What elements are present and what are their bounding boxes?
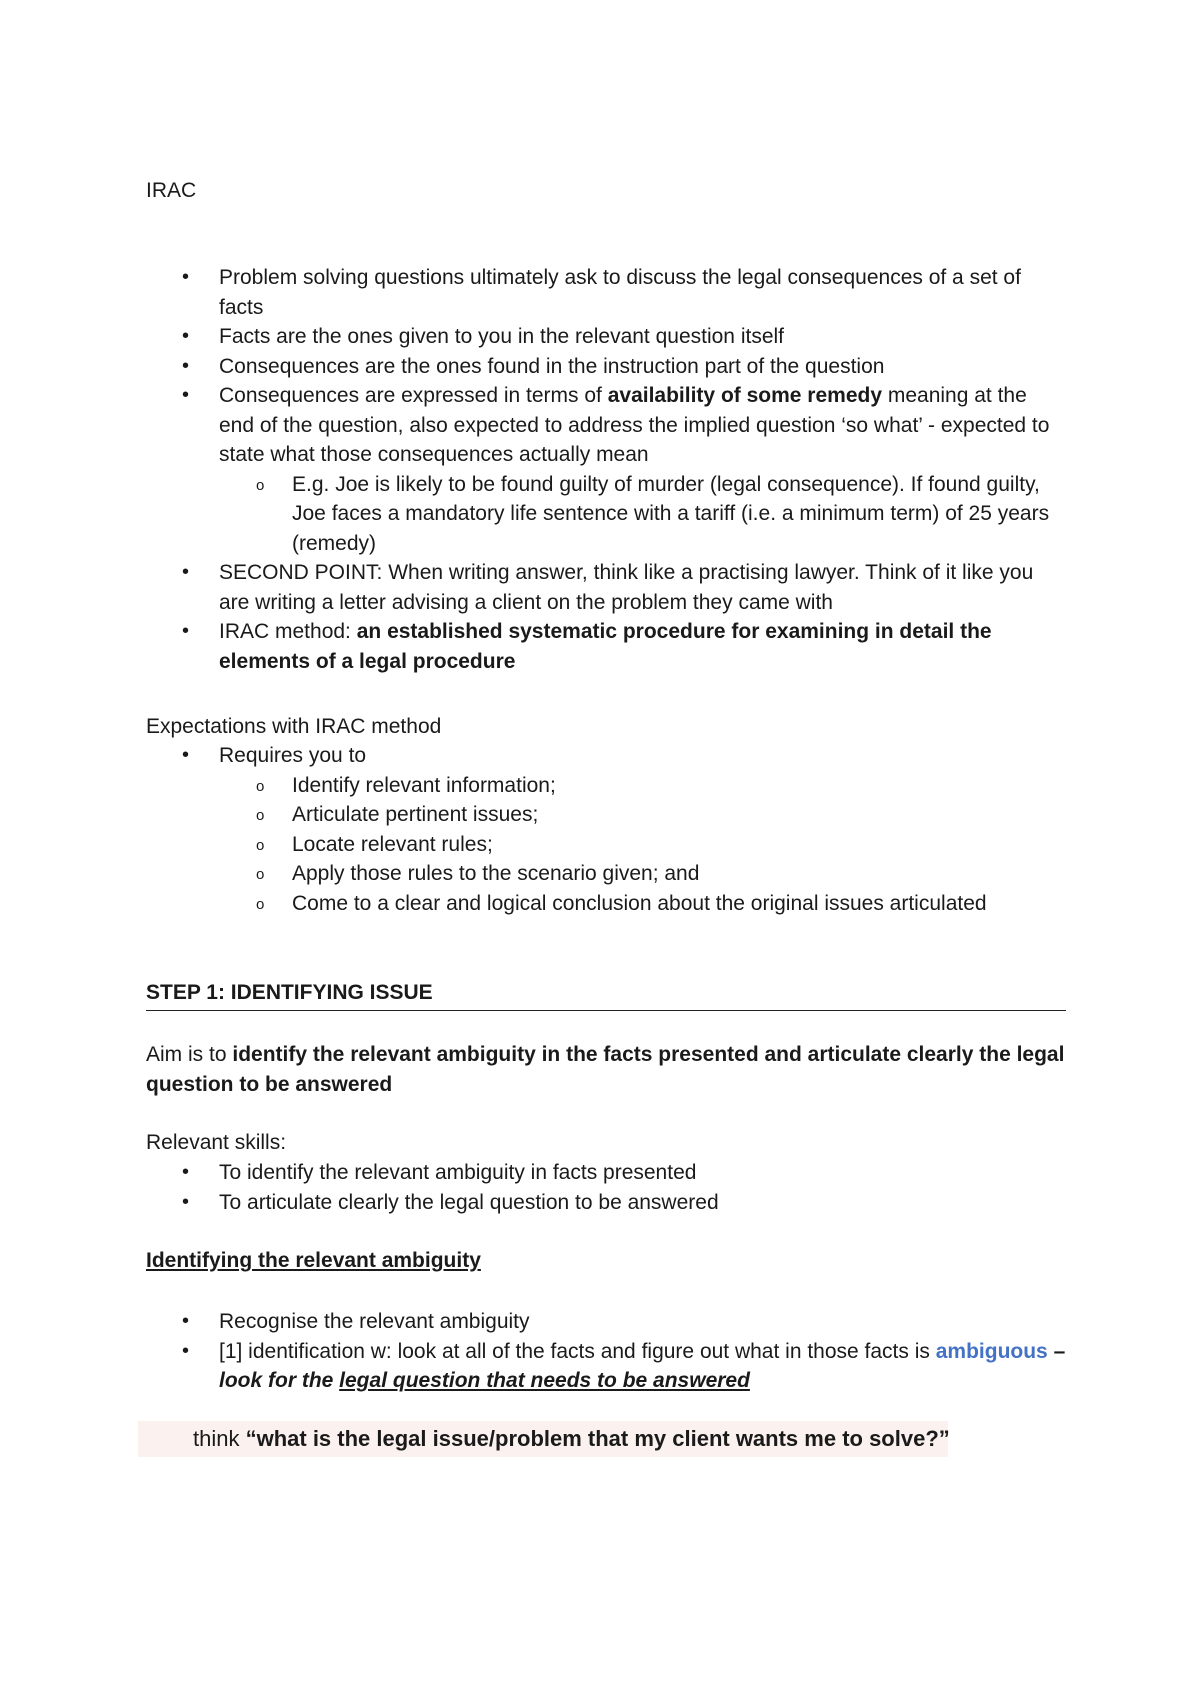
skills-heading: Relevant skills: <box>146 1131 287 1154</box>
document-title: IRAC <box>146 179 197 202</box>
expectations-heading: Expectations with IRAC method <box>146 715 442 738</box>
list-item: • IRAC method: an established systematic procedure for examining in detail the elements of a legal procedure <box>146 617 1066 676</box>
list-item: • SECOND POINT: When writing answer, think like a practising lawyer. Think of it like you are writing a letter advising a client on the problem they came with <box>146 558 1066 617</box>
list-item: • Requires you to <box>146 741 1066 771</box>
aim-emphasis: identify the relevant ambiguity in the facts presented and articulate clearly the legal question to be answered <box>146 1043 1065 1096</box>
list-item: • Problem solving questions ultimately ask to discuss the legal consequences of a set of facts <box>146 263 1066 322</box>
intro-bullet-list <box>146 263 1066 676</box>
remedy-emphasis: availability of some remedy <box>607 384 883 407</box>
list-item: • Facts are the ones given to you in the relevant question itself <box>146 322 1066 352</box>
legal-question-emphasis: legal question that needs to be answered <box>339 1369 750 1392</box>
ambiguous-highlight: ambiguous <box>935 1339 1048 1363</box>
sub-list-item: o Articulate pertinent issues; <box>146 800 1066 830</box>
ambiguity-heading: Identifying the relevant ambiguity <box>146 1249 481 1272</box>
list-item: • To identify the relevant ambiguity in facts presented <box>146 1158 1066 1188</box>
step1-aim: Aim is to identify the relevant ambiguity in the facts presented and articulate clearly the legal question to be answered <box>146 1043 1065 1096</box>
expectations-list <box>146 741 1066 918</box>
irac-definition: an established systematic procedure for examining in detail the elements of a legal procedure <box>219 620 992 673</box>
ambiguity-list <box>146 1307 1066 1396</box>
list-item: • Recognise the relevant ambiguity <box>146 1307 1066 1337</box>
list-item: • [1] identification w: look at all of the facts and figure out what in those facts is ambiguous – look for the legal question that needs to be answered <box>146 1337 1066 1396</box>
sub-list-item: o Apply those rules to the scenario given; and <box>146 859 1066 889</box>
callout-text: think “what is the legal issue/problem that my client wants me to solve?” <box>193 1426 950 1451</box>
sub-list-item: o Come to a clear and logical conclusion about the original issues articulated <box>146 889 1066 919</box>
list-item: • Consequences are expressed in terms of availability of some remedy meaning at the end of the question, also expected to address the implied question ‘so what’ - expected to state what those consequences actually mean <box>146 381 1066 470</box>
sub-list-item: o E.g. Joe is likely to be found guilty of murder (legal consequence). If found guilty, Joe faces a mandatory life sentence with a tariff (i.e. a minimum term) of 25 years (remedy) <box>146 470 1066 559</box>
list-item: • To articulate clearly the legal question to be answered <box>146 1188 1066 1218</box>
sub-list-item: o Locate relevant rules; <box>146 830 1066 860</box>
step1-heading: STEP 1: IDENTIFYING ISSUE <box>146 978 1066 1011</box>
list-item: • Consequences are the ones found in the instruction part of the question <box>146 352 1066 382</box>
skills-list <box>146 1158 1066 1217</box>
sub-list-item: o Identify relevant information; <box>146 771 1066 801</box>
